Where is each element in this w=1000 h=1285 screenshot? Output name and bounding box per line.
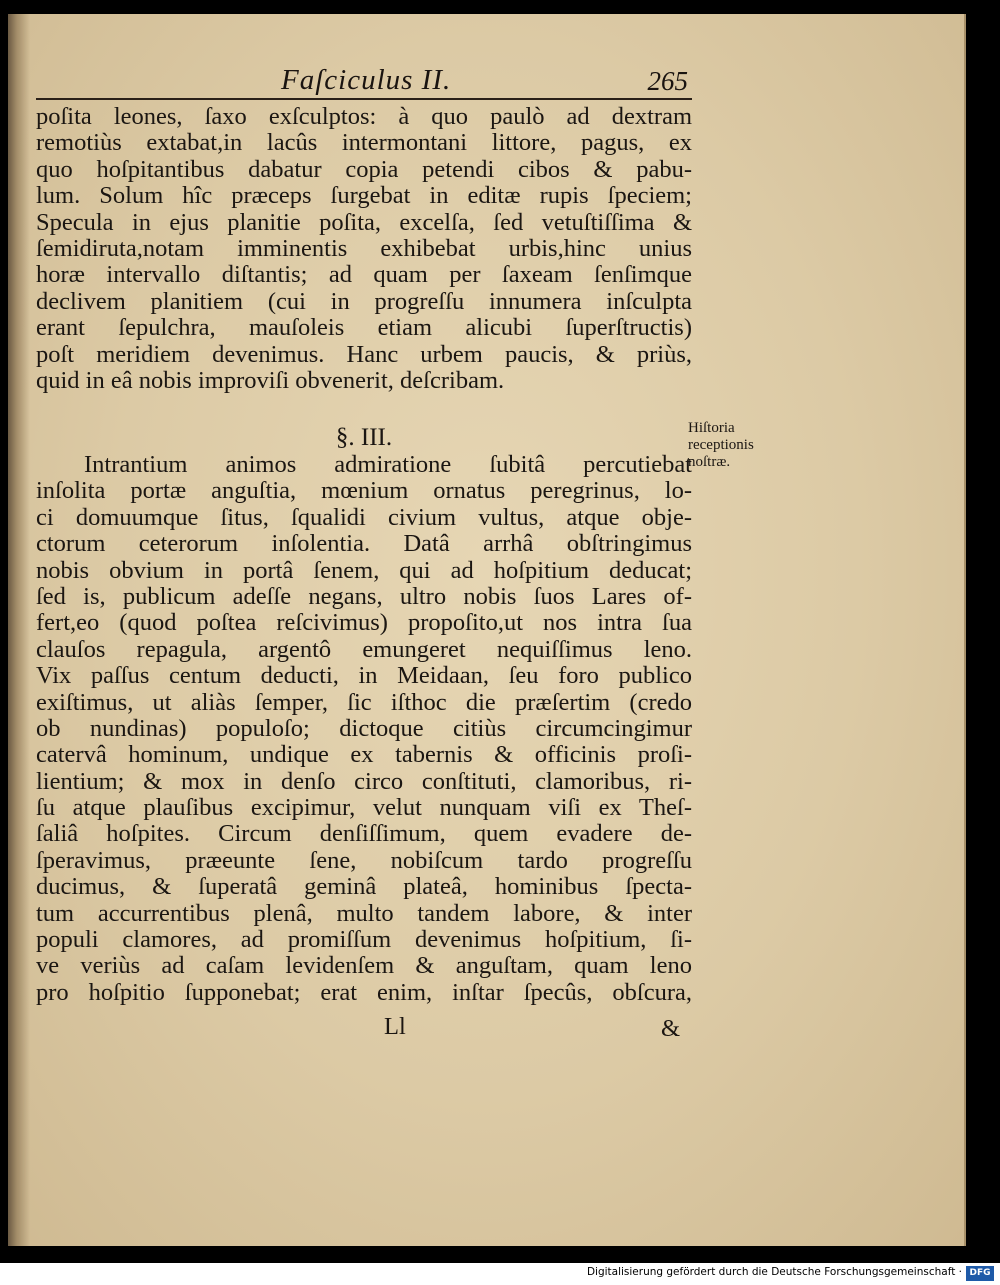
text-line: pro hoſpitio ſupponebat; erat enim, inſtar ſpecûs, obſcura,	[36, 978, 692, 1006]
text-line: ſaliâ hoſpites. Circum denſiſſimum, quem evadere de-	[36, 820, 692, 848]
funding-credit: Digitalisierung gefördert durch die Deutsche Forschungsgemeinschaft ·	[586, 1266, 962, 1278]
paragraph-continued	[36, 104, 692, 394]
running-head: Faſciculus II.	[281, 64, 452, 96]
margin-note-line: receptionis	[688, 437, 754, 453]
catchword: &	[660, 1015, 680, 1042]
text-line: poſt meridiem devenimus. Hanc urbem paucis, & priùs,	[36, 340, 692, 368]
text-line: ci domuumque ſitus, ſqualidi civium vultus, atque obje-	[36, 503, 692, 531]
text-line: fert,eo (quod poſtea reſcivimus) propoſito,ut nos intra ſua	[36, 609, 692, 637]
page-number: 265	[647, 66, 688, 96]
page-gutter-shadow	[8, 14, 30, 1246]
header-rule	[36, 98, 692, 100]
text-line: ſu atque plauſibus excipimur, velut nunquam viſi ex Theſ-	[36, 794, 692, 822]
text-line: Intrantium animos admiratione ſubitâ percutiebat	[84, 451, 692, 478]
text-line: ſemidiruta,notam imminentis exhibebat urbis,hinc unius	[36, 234, 692, 262]
dfg-logo-icon: DFG	[966, 1266, 994, 1281]
text-line: ve veriùs ad caſam levidenſem & anguſtam, quam leno	[36, 952, 692, 980]
text-line: remotiùs extabat,in lacûs intermontani littore, pagus, ex	[36, 129, 692, 157]
margin-note-line: noſtræ.	[688, 454, 731, 470]
text-line: ducimus, & ſuperatâ geminâ plateâ, hominibus ſpecta-	[36, 873, 692, 901]
text-line: quid in eâ nobis improviſi obvenerit, deſcribam.	[36, 366, 505, 394]
text-line: ctorum ceterorum inſolentia. Datâ arrhâ obſtringimus	[36, 530, 692, 558]
text-line: catervâ hominum, undique ex tabernis & officinis proſi-	[36, 741, 692, 769]
text-line: horæ intervallo diſtantis; ad quam per ſaxeam ſenſimque	[36, 261, 692, 289]
margin-note-line: Hiſtoria	[688, 420, 735, 436]
text-line: lum. Solum hîc præceps ſurgebat in editæ rupis ſpeciem;	[36, 182, 692, 210]
text-line: tum accurrentibus plenâ, multo tandem labore, & inter	[36, 899, 692, 927]
text-line: clauſos repagula, argentô emungeret nequiſſimus leno.	[36, 635, 692, 663]
signature-mark: Ll	[384, 1013, 406, 1040]
text-line: Specula in ejus planitie poſita, excelſa, ſed vetuſtiſſima &	[36, 208, 692, 236]
text-line: ſperavimus, præeunte ſene, nobiſcum tardo progreſſu	[36, 846, 692, 874]
text-line: erant ſepulchra, mauſoleis etiam alicubi ſuperſtructis)	[36, 314, 692, 342]
text-line: inſolita portæ anguſtia, mœnium ornatus peregrinus, lo-	[36, 477, 692, 505]
text-line: lientium; & mox in denſo circo conſtituti, clamoribus, ri-	[36, 767, 692, 795]
text-line: poſita leones, ſaxo exſculptos: à quo paulò ad dextram	[36, 103, 692, 130]
digitization-footer	[0, 1263, 1000, 1285]
text-line: populi clamores, ad promiſſum devenimus hoſpitium, ſi-	[36, 926, 692, 954]
text-line: quo hoſpitantibus dabatur copia petendi cibos & pabu-	[36, 155, 692, 183]
text-line: ſed is, publicum adeſſe negans, ultro nobis ſuos Lares of-	[36, 582, 692, 610]
text-line: declivem planitiem (cui in progreſſu innumera inſculpta	[36, 287, 692, 315]
text-line: nobis obvium in portâ ſenem, qui ad hoſpitium deducat;	[36, 556, 692, 584]
page-footer-marks	[36, 1013, 692, 1043]
section-paragraph	[36, 452, 692, 1006]
margin-note	[688, 420, 778, 471]
text-line: ob nundinas) populoſo; dictoque citiùs circumcingimur	[36, 714, 692, 742]
page-header	[36, 62, 692, 102]
section-heading: §. III.	[335, 424, 393, 451]
text-line: Vix paſſus centum deducti, in Meidaan, ſeu foro publico	[36, 662, 692, 690]
text-line: exiſtimus, ut aliàs ſemper, ſic iſthoc die præſertim (credo	[36, 688, 692, 716]
